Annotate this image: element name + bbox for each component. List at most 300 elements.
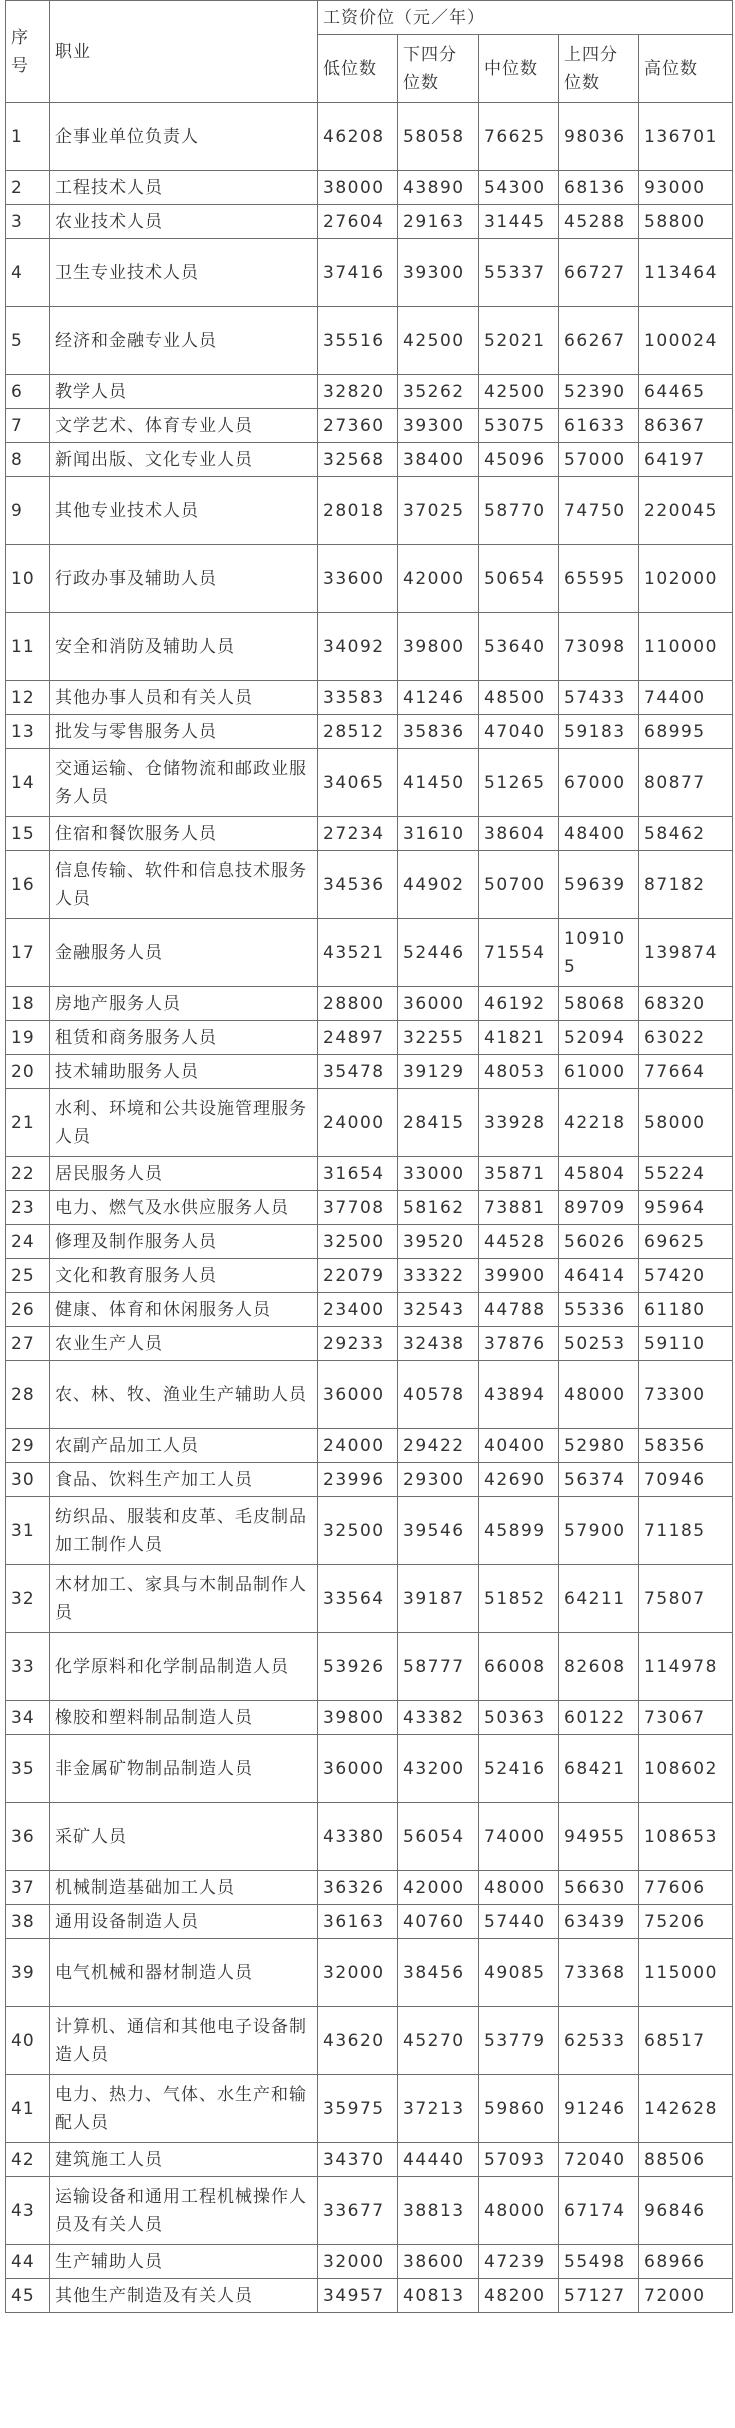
row-value-lower-quartile: 43200 xyxy=(398,1735,479,1803)
row-value-high: 58000 xyxy=(639,1089,733,1157)
row-value-lower-quartile: 40578 xyxy=(398,1361,479,1429)
table-row xyxy=(6,1871,733,1905)
row-value-lower-quartile: 39800 xyxy=(398,613,479,681)
row-value-low: 32820 xyxy=(318,375,398,409)
row-value-lower-quartile: 58777 xyxy=(398,1633,479,1701)
row-value-lower-quartile: 33322 xyxy=(398,1259,479,1293)
table-row xyxy=(6,205,733,239)
row-seq: 30 xyxy=(6,1463,50,1497)
row-value-lower-quartile: 39546 xyxy=(398,1497,479,1565)
row-value-low: 24897 xyxy=(318,1021,398,1055)
row-value-upper-quartile: 56630 xyxy=(559,1871,639,1905)
row-seq: 28 xyxy=(6,1361,50,1429)
row-value-lower-quartile: 39300 xyxy=(398,239,479,307)
row-seq: 9 xyxy=(6,477,50,545)
table-row xyxy=(6,1327,733,1361)
header-col-high: 高位数 xyxy=(639,35,733,103)
row-value-upper-quartile: 66727 xyxy=(559,239,639,307)
row-value-median: 76625 xyxy=(479,103,559,171)
row-seq: 6 xyxy=(6,375,50,409)
header-wage-group: 工资价位（元／年） xyxy=(318,1,733,35)
row-occupation: 采矿人员 xyxy=(50,1803,318,1871)
row-value-lower-quartile: 35262 xyxy=(398,375,479,409)
row-occupation: 行政办事及辅助人员 xyxy=(50,545,318,613)
row-seq: 42 xyxy=(6,2143,50,2177)
row-value-lower-quartile: 39300 xyxy=(398,409,479,443)
row-value-low: 27604 xyxy=(318,205,398,239)
row-value-upper-quartile: 52390 xyxy=(559,375,639,409)
row-value-lower-quartile: 43890 xyxy=(398,171,479,205)
row-value-lower-quartile: 32543 xyxy=(398,1293,479,1327)
row-value-high: 110000 xyxy=(639,613,733,681)
row-value-low: 34065 xyxy=(318,749,398,817)
table-row xyxy=(6,1429,733,1463)
row-seq: 15 xyxy=(6,817,50,851)
row-seq: 31 xyxy=(6,1497,50,1565)
table-row xyxy=(6,239,733,307)
row-value-median: 74000 xyxy=(479,1803,559,1871)
row-value-lower-quartile: 44902 xyxy=(398,851,479,919)
table-row xyxy=(6,477,733,545)
row-value-high: 102000 xyxy=(639,545,733,613)
row-value-lower-quartile: 38456 xyxy=(398,1939,479,2007)
row-occupation: 化学原料和化学制品制造人员 xyxy=(50,1633,318,1701)
row-seq: 13 xyxy=(6,715,50,749)
row-value-upper-quartile: 73098 xyxy=(559,613,639,681)
row-value-lower-quartile: 42000 xyxy=(398,545,479,613)
row-value-low: 43521 xyxy=(318,919,398,987)
row-value-upper-quartile: 57000 xyxy=(559,443,639,477)
row-value-high: 220045 xyxy=(639,477,733,545)
row-value-lower-quartile: 56054 xyxy=(398,1803,479,1871)
row-value-high: 96846 xyxy=(639,2177,733,2245)
row-occupation: 租赁和商务服务人员 xyxy=(50,1021,318,1055)
row-value-lower-quartile: 43382 xyxy=(398,1701,479,1735)
row-value-high: 58462 xyxy=(639,817,733,851)
row-value-low: 36000 xyxy=(318,1361,398,1429)
row-value-upper-quartile: 64211 xyxy=(559,1565,639,1633)
row-occupation: 建筑施工人员 xyxy=(50,2143,318,2177)
table-row xyxy=(6,987,733,1021)
row-value-lower-quartile: 38600 xyxy=(398,2245,479,2279)
row-value-lower-quartile: 39520 xyxy=(398,1225,479,1259)
row-seq: 27 xyxy=(6,1327,50,1361)
row-value-upper-quartile: 57127 xyxy=(559,2279,639,2313)
row-occupation: 教学人员 xyxy=(50,375,318,409)
row-seq: 32 xyxy=(6,1565,50,1633)
row-seq: 12 xyxy=(6,681,50,715)
row-value-low: 36163 xyxy=(318,1905,398,1939)
row-value-median: 48500 xyxy=(479,681,559,715)
row-value-lower-quartile: 40760 xyxy=(398,1905,479,1939)
table-row xyxy=(6,1905,733,1939)
row-occupation: 新闻出版、文化专业人员 xyxy=(50,443,318,477)
row-value-median: 54300 xyxy=(479,171,559,205)
row-seq: 1 xyxy=(6,103,50,171)
row-seq: 40 xyxy=(6,2007,50,2075)
row-value-low: 24000 xyxy=(318,1089,398,1157)
table-row xyxy=(6,1633,733,1701)
row-value-high: 68517 xyxy=(639,2007,733,2075)
row-occupation: 修理及制作服务人员 xyxy=(50,1225,318,1259)
row-value-median: 53075 xyxy=(479,409,559,443)
row-value-upper-quartile: 66267 xyxy=(559,307,639,375)
table-row xyxy=(6,1939,733,2007)
row-value-lower-quartile: 29300 xyxy=(398,1463,479,1497)
row-seq: 22 xyxy=(6,1157,50,1191)
row-value-lower-quartile: 37025 xyxy=(398,477,479,545)
row-value-high: 114978 xyxy=(639,1633,733,1701)
row-value-upper-quartile: 59639 xyxy=(559,851,639,919)
row-value-median: 39900 xyxy=(479,1259,559,1293)
row-value-median: 44528 xyxy=(479,1225,559,1259)
row-seq: 4 xyxy=(6,239,50,307)
row-value-median: 51852 xyxy=(479,1565,559,1633)
table-row xyxy=(6,1701,733,1735)
row-value-low: 33677 xyxy=(318,2177,398,2245)
row-value-median: 57440 xyxy=(479,1905,559,1939)
row-occupation: 经济和金融专业人员 xyxy=(50,307,318,375)
row-occupation: 其他办事人员和有关人员 xyxy=(50,681,318,715)
row-value-upper-quartile: 46414 xyxy=(559,1259,639,1293)
row-occupation: 房地产服务人员 xyxy=(50,987,318,1021)
row-value-median: 42690 xyxy=(479,1463,559,1497)
row-occupation: 其他专业技术人员 xyxy=(50,477,318,545)
row-value-high: 142628 xyxy=(639,2075,733,2143)
table-row xyxy=(6,2143,733,2177)
row-value-median: 44788 xyxy=(479,1293,559,1327)
row-seq: 24 xyxy=(6,1225,50,1259)
row-value-lower-quartile: 37213 xyxy=(398,2075,479,2143)
row-value-high: 139874 xyxy=(639,919,733,987)
row-value-low: 37708 xyxy=(318,1191,398,1225)
row-value-upper-quartile: 59183 xyxy=(559,715,639,749)
row-occupation: 橡胶和塑料制品制造人员 xyxy=(50,1701,318,1735)
row-value-lower-quartile: 58058 xyxy=(398,103,479,171)
row-value-high: 68320 xyxy=(639,987,733,1021)
row-seq: 16 xyxy=(6,851,50,919)
row-value-low: 28018 xyxy=(318,477,398,545)
row-value-high: 74400 xyxy=(639,681,733,715)
row-seq: 19 xyxy=(6,1021,50,1055)
row-occupation: 信息传输、软件和信息技术服务人员 xyxy=(50,851,318,919)
row-value-upper-quartile: 55336 xyxy=(559,1293,639,1327)
row-value-low: 39800 xyxy=(318,1701,398,1735)
row-value-upper-quartile: 48400 xyxy=(559,817,639,851)
table-row xyxy=(6,1055,733,1089)
row-value-high: 77606 xyxy=(639,1871,733,1905)
row-value-lower-quartile: 58162 xyxy=(398,1191,479,1225)
row-occupation: 食品、饮料生产加工人员 xyxy=(50,1463,318,1497)
table-row xyxy=(6,919,733,987)
row-value-high: 80877 xyxy=(639,749,733,817)
row-seq: 7 xyxy=(6,409,50,443)
row-value-upper-quartile: 68421 xyxy=(559,1735,639,1803)
row-value-high: 69625 xyxy=(639,1225,733,1259)
row-value-high: 95964 xyxy=(639,1191,733,1225)
row-value-low: 36326 xyxy=(318,1871,398,1905)
row-value-median: 51265 xyxy=(479,749,559,817)
row-value-lower-quartile: 29422 xyxy=(398,1429,479,1463)
table-row xyxy=(6,749,733,817)
row-value-high: 61180 xyxy=(639,1293,733,1327)
row-value-low: 34536 xyxy=(318,851,398,919)
row-value-median: 31445 xyxy=(479,205,559,239)
table-row xyxy=(6,681,733,715)
row-value-median: 45899 xyxy=(479,1497,559,1565)
row-value-upper-quartile: 91246 xyxy=(559,2075,639,2143)
row-value-low: 36000 xyxy=(318,1735,398,1803)
row-value-lower-quartile: 41246 xyxy=(398,681,479,715)
row-value-median: 42500 xyxy=(479,375,559,409)
row-value-upper-quartile: 89709 xyxy=(559,1191,639,1225)
row-value-high: 63022 xyxy=(639,1021,733,1055)
row-value-high: 88506 xyxy=(639,2143,733,2177)
row-value-lower-quartile: 41450 xyxy=(398,749,479,817)
row-value-median: 41821 xyxy=(479,1021,559,1055)
row-occupation: 安全和消防及辅助人员 xyxy=(50,613,318,681)
row-value-upper-quartile: 65595 xyxy=(559,545,639,613)
table-row xyxy=(6,2245,733,2279)
row-value-low: 28800 xyxy=(318,987,398,1021)
row-value-median: 48000 xyxy=(479,2177,559,2245)
table-row xyxy=(6,103,733,171)
row-value-low: 29233 xyxy=(318,1327,398,1361)
row-value-high: 59110 xyxy=(639,1327,733,1361)
row-value-upper-quartile: 57900 xyxy=(559,1497,639,1565)
row-value-high: 87182 xyxy=(639,851,733,919)
row-value-median: 47239 xyxy=(479,2245,559,2279)
table-row xyxy=(6,817,733,851)
row-seq: 35 xyxy=(6,1735,50,1803)
row-value-lower-quartile: 44440 xyxy=(398,2143,479,2177)
table-row xyxy=(6,613,733,681)
row-value-upper-quartile: 45804 xyxy=(559,1157,639,1191)
row-seq: 23 xyxy=(6,1191,50,1225)
row-seq: 2 xyxy=(6,171,50,205)
row-value-median: 58770 xyxy=(479,477,559,545)
table-row xyxy=(6,1191,733,1225)
row-value-high: 75807 xyxy=(639,1565,733,1633)
row-occupation: 其他生产制造及有关人员 xyxy=(50,2279,318,2313)
table-row xyxy=(6,1463,733,1497)
row-value-low: 33600 xyxy=(318,545,398,613)
row-occupation: 水利、环境和公共设施管理服务人员 xyxy=(50,1089,318,1157)
row-occupation: 计算机、通信和其他电子设备制造人员 xyxy=(50,2007,318,2075)
row-value-high: 64465 xyxy=(639,375,733,409)
row-occupation: 非金属矿物制品制造人员 xyxy=(50,1735,318,1803)
row-occupation: 纺织品、服装和皮革、毛皮制品加工制作人员 xyxy=(50,1497,318,1565)
row-value-low: 32568 xyxy=(318,443,398,477)
row-value-median: 48200 xyxy=(479,2279,559,2313)
row-value-lower-quartile: 42500 xyxy=(398,307,479,375)
row-seq: 5 xyxy=(6,307,50,375)
row-occupation: 工程技术人员 xyxy=(50,171,318,205)
table-row xyxy=(6,1293,733,1327)
row-value-lower-quartile: 42000 xyxy=(398,1871,479,1905)
row-value-low: 32000 xyxy=(318,1939,398,2007)
row-value-lower-quartile: 45270 xyxy=(398,2007,479,2075)
row-value-median: 59860 xyxy=(479,2075,559,2143)
row-value-high: 115000 xyxy=(639,1939,733,2007)
row-value-upper-quartile: 42218 xyxy=(559,1089,639,1157)
table-row xyxy=(6,715,733,749)
row-value-lower-quartile: 38813 xyxy=(398,2177,479,2245)
row-value-upper-quartile: 45288 xyxy=(559,205,639,239)
row-value-upper-quartile: 52980 xyxy=(559,1429,639,1463)
row-value-low: 23996 xyxy=(318,1463,398,1497)
row-occupation: 卫生专业技术人员 xyxy=(50,239,318,307)
row-occupation: 健康、体育和休闲服务人员 xyxy=(50,1293,318,1327)
row-seq: 17 xyxy=(6,919,50,987)
row-occupation: 金融服务人员 xyxy=(50,919,318,987)
row-value-median: 55337 xyxy=(479,239,559,307)
row-seq: 33 xyxy=(6,1633,50,1701)
row-seq: 11 xyxy=(6,613,50,681)
row-value-upper-quartile: 94955 xyxy=(559,1803,639,1871)
row-value-median: 53640 xyxy=(479,613,559,681)
row-value-upper-quartile: 55498 xyxy=(559,2245,639,2279)
row-value-low: 35516 xyxy=(318,307,398,375)
row-seq: 8 xyxy=(6,443,50,477)
row-occupation: 电气机械和器材制造人员 xyxy=(50,1939,318,2007)
row-value-low: 34370 xyxy=(318,2143,398,2177)
header-col-lower-quartile: 下四分位数 xyxy=(398,35,479,103)
row-value-upper-quartile: 61633 xyxy=(559,409,639,443)
table-row xyxy=(6,1259,733,1293)
table-row xyxy=(6,2075,733,2143)
row-value-lower-quartile: 32438 xyxy=(398,1327,479,1361)
row-value-upper-quartile: 56374 xyxy=(559,1463,639,1497)
row-value-upper-quartile: 68136 xyxy=(559,171,639,205)
row-seq: 39 xyxy=(6,1939,50,2007)
row-value-median: 46192 xyxy=(479,987,559,1021)
row-value-lower-quartile: 39129 xyxy=(398,1055,479,1089)
row-value-low: 37416 xyxy=(318,239,398,307)
row-value-upper-quartile: 56026 xyxy=(559,1225,639,1259)
table-row xyxy=(6,1225,733,1259)
row-value-upper-quartile: 62533 xyxy=(559,2007,639,2075)
table-row xyxy=(6,171,733,205)
row-value-median: 73881 xyxy=(479,1191,559,1225)
row-value-lower-quartile: 33000 xyxy=(398,1157,479,1191)
row-value-low: 27360 xyxy=(318,409,398,443)
row-value-high: 75206 xyxy=(639,1905,733,1939)
row-value-median: 38604 xyxy=(479,817,559,851)
row-value-median: 45096 xyxy=(479,443,559,477)
row-value-median: 43894 xyxy=(479,1361,559,1429)
row-value-upper-quartile: 60122 xyxy=(559,1701,639,1735)
header-seq: 序号 xyxy=(6,1,50,103)
row-value-high: 58356 xyxy=(639,1429,733,1463)
row-value-high: 113464 xyxy=(639,239,733,307)
table-row xyxy=(6,375,733,409)
row-value-low: 27234 xyxy=(318,817,398,851)
table-row xyxy=(6,545,733,613)
table-row xyxy=(6,851,733,919)
row-value-low: 28512 xyxy=(318,715,398,749)
row-value-low: 34957 xyxy=(318,2279,398,2313)
row-value-low: 53926 xyxy=(318,1633,398,1701)
table-row xyxy=(6,1803,733,1871)
row-value-low: 46208 xyxy=(318,103,398,171)
row-value-median: 49085 xyxy=(479,1939,559,2007)
row-value-upper-quartile: 63439 xyxy=(559,1905,639,1939)
row-value-high: 86367 xyxy=(639,409,733,443)
row-seq: 29 xyxy=(6,1429,50,1463)
row-value-low: 23400 xyxy=(318,1293,398,1327)
row-value-low: 33583 xyxy=(318,681,398,715)
row-value-median: 33928 xyxy=(479,1089,559,1157)
row-value-high: 64197 xyxy=(639,443,733,477)
row-value-median: 53779 xyxy=(479,2007,559,2075)
row-value-lower-quartile: 40813 xyxy=(398,2279,479,2313)
row-value-median: 35871 xyxy=(479,1157,559,1191)
row-value-upper-quartile: 73368 xyxy=(559,1939,639,2007)
row-value-upper-quartile: 61000 xyxy=(559,1055,639,1089)
row-occupation: 农业技术人员 xyxy=(50,205,318,239)
row-value-lower-quartile: 35836 xyxy=(398,715,479,749)
row-value-median: 48000 xyxy=(479,1871,559,1905)
row-value-high: 73300 xyxy=(639,1361,733,1429)
row-value-high: 108653 xyxy=(639,1803,733,1871)
row-value-high: 100024 xyxy=(639,307,733,375)
row-occupation: 文学艺术、体育专业人员 xyxy=(50,409,318,443)
row-value-median: 50700 xyxy=(479,851,559,919)
row-value-upper-quartile: 50253 xyxy=(559,1327,639,1361)
row-occupation: 农副产品加工人员 xyxy=(50,1429,318,1463)
row-value-high: 77664 xyxy=(639,1055,733,1089)
row-seq: 21 xyxy=(6,1089,50,1157)
row-seq: 38 xyxy=(6,1905,50,1939)
row-value-upper-quartile: 57433 xyxy=(559,681,639,715)
row-occupation: 通用设备制造人员 xyxy=(50,1905,318,1939)
table-row xyxy=(6,1021,733,1055)
row-seq: 18 xyxy=(6,987,50,1021)
row-value-median: 52416 xyxy=(479,1735,559,1803)
row-value-median: 66008 xyxy=(479,1633,559,1701)
row-seq: 20 xyxy=(6,1055,50,1089)
row-value-upper-quartile: 82608 xyxy=(559,1633,639,1701)
row-value-low: 33564 xyxy=(318,1565,398,1633)
header-col-upper-quartile: 上四分位数 xyxy=(559,35,639,103)
row-value-median: 47040 xyxy=(479,715,559,749)
row-value-low: 38000 xyxy=(318,171,398,205)
table-row xyxy=(6,1361,733,1429)
row-occupation: 住宿和餐饮服务人员 xyxy=(50,817,318,851)
row-value-lower-quartile: 32255 xyxy=(398,1021,479,1055)
wage-table-body xyxy=(6,103,733,2313)
table-row xyxy=(6,1089,733,1157)
row-value-lower-quartile: 36000 xyxy=(398,987,479,1021)
row-value-upper-quartile: 58068 xyxy=(559,987,639,1021)
row-occupation: 木材加工、家具与木制品制作人员 xyxy=(50,1565,318,1633)
row-value-upper-quartile: 67000 xyxy=(559,749,639,817)
header-col-low: 低位数 xyxy=(318,35,398,103)
row-value-upper-quartile: 52094 xyxy=(559,1021,639,1055)
row-seq: 34 xyxy=(6,1701,50,1735)
row-value-upper-quartile: 67174 xyxy=(559,2177,639,2245)
row-seq: 45 xyxy=(6,2279,50,2313)
row-value-high: 93000 xyxy=(639,171,733,205)
table-row xyxy=(6,409,733,443)
table-row xyxy=(6,307,733,375)
row-value-low: 35975 xyxy=(318,2075,398,2143)
row-occupation: 技术辅助服务人员 xyxy=(50,1055,318,1089)
row-value-low: 31654 xyxy=(318,1157,398,1191)
row-occupation: 农、林、牧、渔业生产辅助人员 xyxy=(50,1361,318,1429)
row-seq: 36 xyxy=(6,1803,50,1871)
